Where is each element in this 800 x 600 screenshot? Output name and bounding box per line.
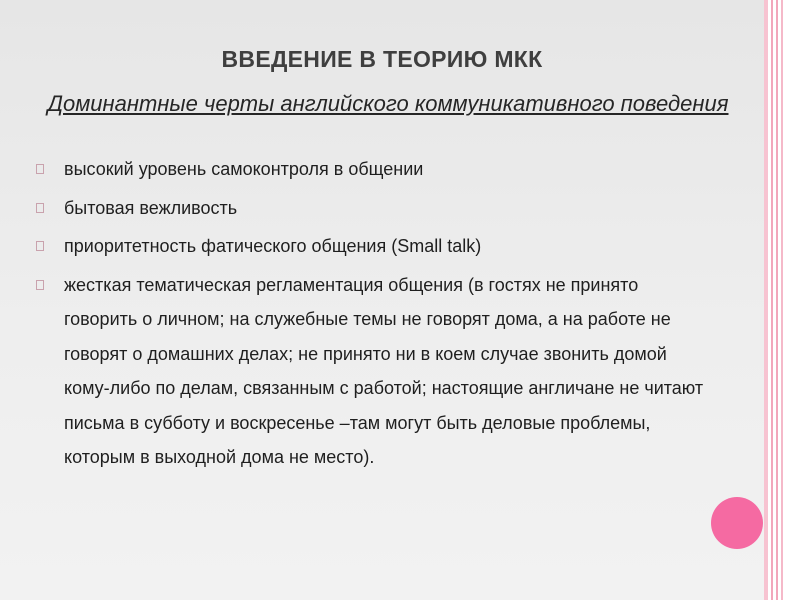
pink-circle-decoration: [711, 497, 763, 549]
bullet-text: высокий уровень самоконтроля в общении: [64, 159, 424, 179]
bullet-text: жесткая тематическая регламентация общения (в гостях не принято говорить о личном; на служебные темы не говорят дома, а на работе не говорят о домашних делах; не принято ни в коем случае звонить домой кому-либо по делам, связанным с работой; настоящие англичане не читают письма в субботу и воскресенье –там могут быть деловые проблемы, которым в выходной дома не место).: [64, 274, 704, 467]
square-bullet-icon: [36, 280, 44, 290]
bullet-item: [36, 191, 716, 226]
square-bullet-icon: [36, 164, 44, 174]
square-bullet-icon: [36, 203, 44, 213]
bullet-item: [36, 229, 716, 264]
bullet-text: бытовая вежливость: [64, 197, 238, 218]
bullet-text: приоритетность фатического общения (Small talk): [64, 236, 482, 256]
bullet-item: [36, 152, 716, 187]
decorative-stripe: [781, 0, 783, 600]
slide-title: ВВЕДЕНИЕ В ТЕОРИЮ МКК: [221, 46, 543, 72]
slide-subtitle: Доминантные черты английского коммуникативного поведения: [47, 91, 729, 116]
bullet-list: [36, 152, 716, 479]
bullet-item: [36, 268, 716, 475]
square-bullet-icon: [36, 241, 44, 251]
decorative-stripe: [771, 0, 773, 600]
decorative-stripe: [776, 0, 778, 600]
decorative-stripe: [764, 0, 768, 600]
